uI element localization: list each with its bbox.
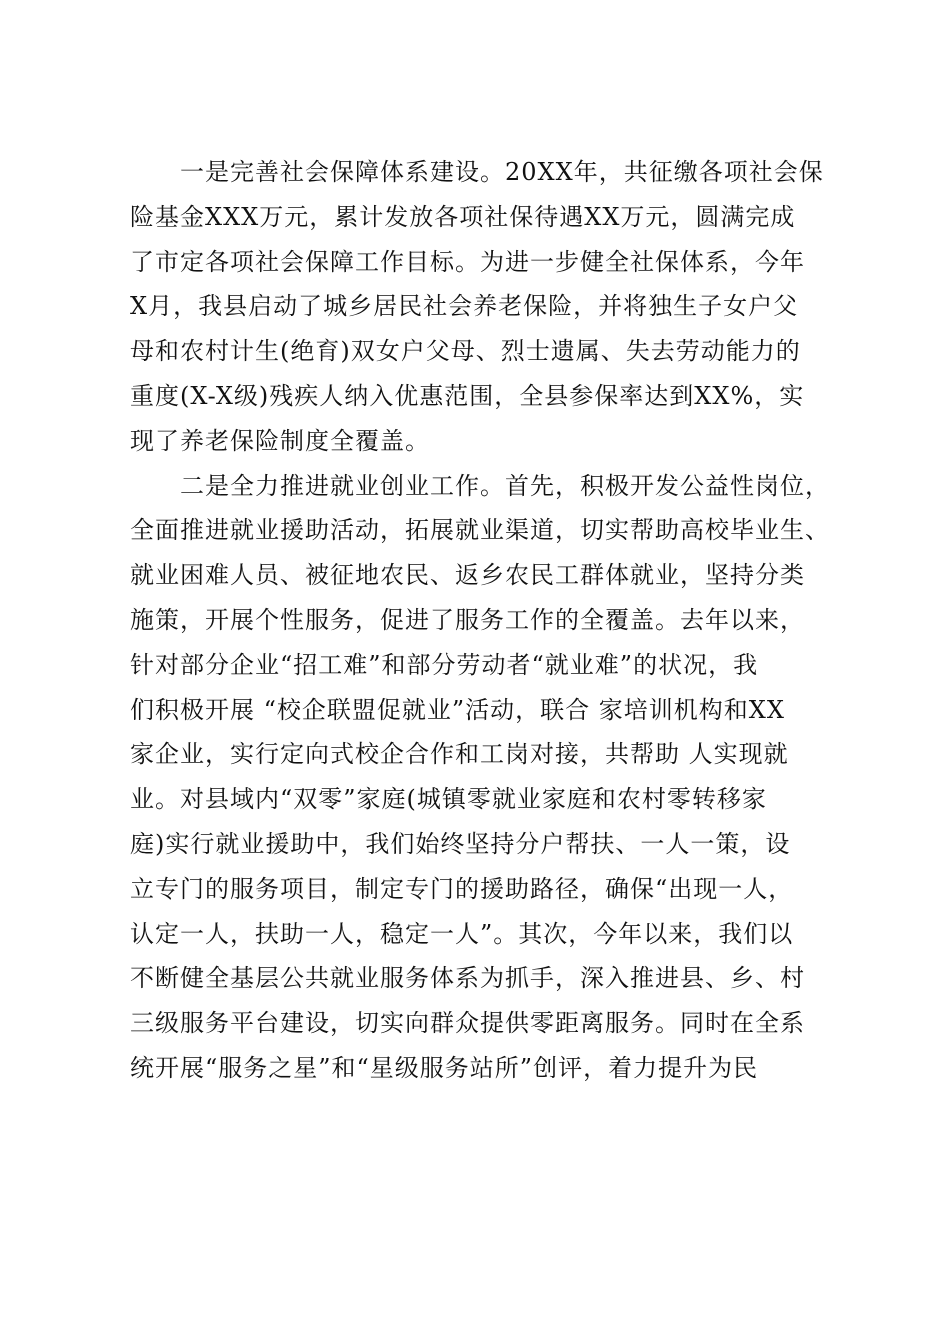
text-line: 家企业，实行定向式校企合作和工岗对接，共帮助 人实现就: [130, 740, 789, 769]
text-line: 业。对县域内“双零”家庭(城镇零就业家庭和农村零转移家: [130, 785, 767, 814]
text-line: 母和农村计生(绝育)双女户父母、烈士遗属、失去劳动能力的: [130, 337, 801, 366]
text-line: 一是完善社会保障体系建设。20XX年，共征缴各项社会保: [180, 158, 824, 186]
text-line: 现了养老保险制度全覆盖。: [130, 426, 430, 455]
text-line: 就业困难人员、被征地农民、返乡农民工群体就业，坚持分类: [130, 561, 805, 590]
text-line: 三级服务平台建设，切实向群众提供零距离服务。同时在全系: [130, 1009, 805, 1038]
text-line: 认定一人，扶助一人，稳定一人”。其次，今年以来，我们以: [130, 919, 794, 948]
text-line: 庭)实行就业援助中，我们始终坚持分户帮扶、一人一策，设: [130, 829, 791, 858]
paragraph-social-security: [130, 150, 830, 464]
text-line: X月，我县启动了城乡居民社会养老保险，并将独生子女户父: [130, 292, 799, 321]
text-line: 重度(X-X级)残疾人纳入优惠范围，全县参保率达到XX%，实: [130, 381, 805, 410]
text-line: 全面推进就业援助活动，拓展就业渠道，切实帮助高校毕业生、: [130, 516, 830, 545]
text-line: 立专门的服务项目，制定专门的援助路径，确保“出现一人，: [130, 874, 794, 903]
text-line: 统开展“服务之星”和“星级服务站所”创评，着力提升为民: [130, 1053, 759, 1082]
text-line: 针对部分企业“招工难”和部分劳动者“就业难”的状况，我: [130, 650, 759, 679]
document-body: [130, 150, 830, 1091]
text-line: 险基金XXX万元，累计发放各项社保待遇XX万元，圆满完成: [130, 202, 796, 231]
text-line: 们积极开展 “校企联盟促就业”活动，联合 家培训机构和XX: [130, 695, 785, 724]
text-line: 施策，开展个性服务，促进了服务工作的全覆盖。去年以来，: [130, 605, 805, 634]
text-line: 了市定各项社会保障工作目标。为进一步健全社保体系，今年: [130, 247, 805, 276]
paragraph-employment: [130, 464, 830, 1091]
text-line: 不断健全基层公共就业服务体系为抓手，深入推进县、乡、村: [130, 964, 805, 993]
text-line: 二是全力推进就业创业工作。首先，积极开发公益性岗位，: [180, 471, 830, 500]
